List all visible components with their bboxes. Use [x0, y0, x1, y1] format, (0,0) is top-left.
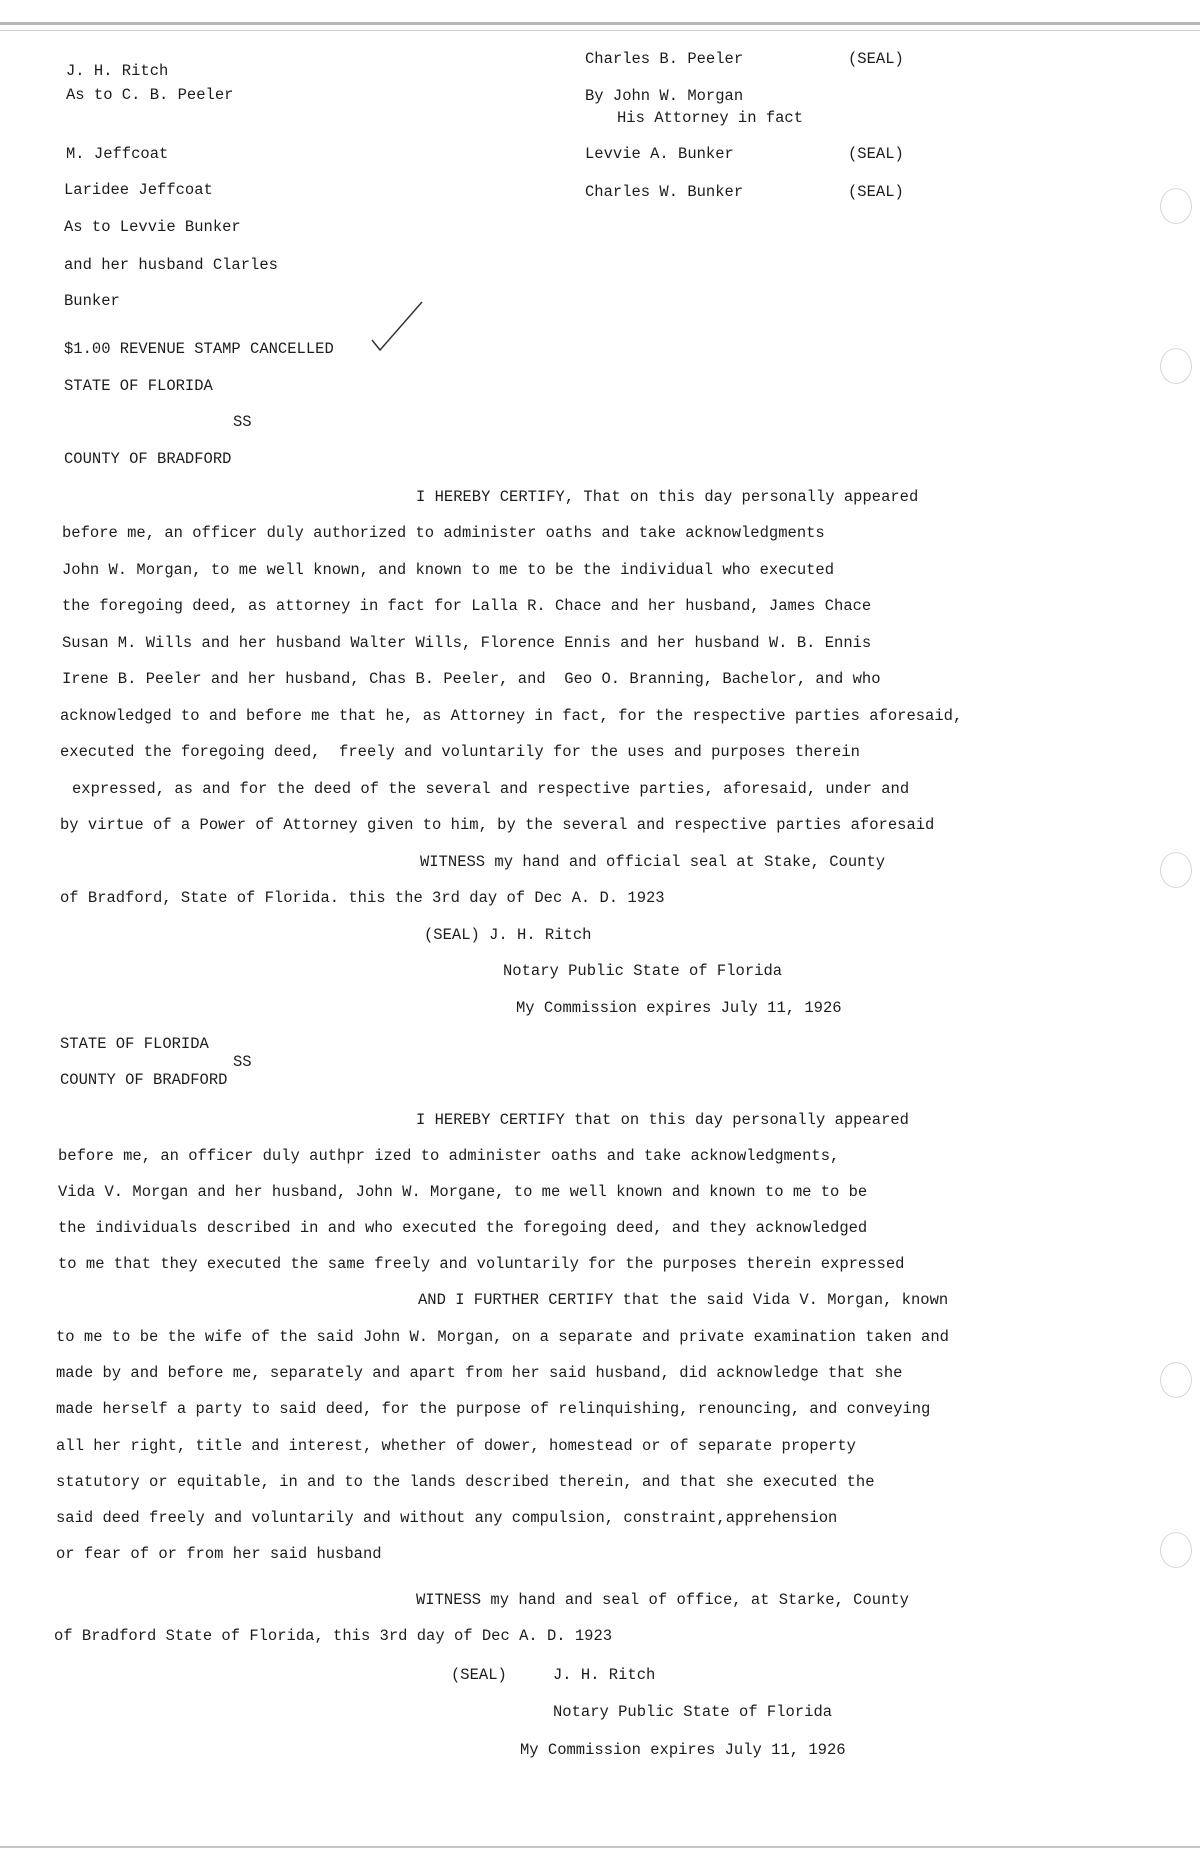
- ack-line: Irene B. Peeler and her husband, Chas B. Peeler, and Geo O. Branning, Bachelor, and who: [62, 670, 881, 688]
- ack-line: acknowledged to and before me that he, as Attorney in fact, for the respective parties aforesaid,: [60, 707, 963, 725]
- ack-line: before me, an officer duly authorized to administer oaths and take acknowledgments: [62, 524, 825, 542]
- ack-line: made herself a party to said deed, for the purpose of relinquishing, renouncing, and conveying: [56, 1400, 931, 1418]
- ack-line: of Bradford, State of Florida. this the 3rd day of Dec A. D. 1923: [60, 889, 665, 907]
- punch-hole: [1160, 188, 1192, 224]
- notary-commission: My Commission expires July 11, 1926: [520, 1741, 846, 1759]
- ack-line: the individuals described in and who executed the foregoing deed, and they acknowledged: [58, 1219, 868, 1237]
- ack-line: to me to be the wife of the said John W. Morgan, on a separate and private examination taken and: [56, 1328, 949, 1346]
- seal-label: (SEAL): [848, 145, 904, 163]
- seal-label: (SEAL): [848, 50, 904, 68]
- ack-line: all her right, title and interest, whether of dower, homestead or of separate property: [56, 1437, 856, 1455]
- venue-county: COUNTY OF BRADFORD: [60, 1071, 228, 1089]
- ack-line: Vida V. Morgan and her husband, John W. Morgane, to me well known and known to me to be: [58, 1183, 868, 1201]
- witness-qualifier: As to C. B. Peeler: [66, 86, 234, 104]
- witness-name: Laridee Jeffcoat: [64, 181, 213, 199]
- grantor-by-line: By John W. Morgan: [585, 87, 744, 105]
- ack-line: executed the foregoing deed, freely and voluntarily for the uses and purposes therein: [60, 743, 860, 761]
- ack-line: Susan M. Wills and her husband Walter Wills, Florence Ennis and her husband W. B. Ennis: [62, 634, 872, 652]
- ack-line: made by and before me, separately and apart from her said husband, did acknowledge that she: [56, 1364, 903, 1382]
- notary-signature: J. H. Ritch: [553, 1666, 656, 1684]
- ack-line: said deed freely and voluntarily and without any compulsion, constraint,apprehension: [56, 1509, 838, 1527]
- witness-qualifier: Bunker: [64, 292, 120, 310]
- venue-county: COUNTY OF BRADFORD: [64, 450, 232, 468]
- venue-state: STATE OF FLORIDA: [64, 377, 213, 395]
- grantor-name: Charles B. Peeler: [585, 50, 744, 68]
- punch-hole: [1160, 1362, 1192, 1398]
- notary-commission: My Commission expires July 11, 1926: [516, 999, 842, 1017]
- grantor-name: Levvie A. Bunker: [585, 145, 734, 163]
- ack-line: I HEREBY CERTIFY that on this day personally appeared: [416, 1111, 909, 1129]
- ack-line: expressed, as and for the deed of the several and respective parties, aforesaid, under and: [72, 780, 910, 798]
- ack-line: I HEREBY CERTIFY, That on this day personally appeared: [416, 488, 919, 506]
- notary-seal-signature: (SEAL) J. H. Ritch: [424, 926, 592, 944]
- ack-line: before me, an officer duly authpr ized to administer oaths and take acknowledgments,: [58, 1147, 840, 1165]
- ack-witness-line: WITNESS my hand and seal of office, at Starke, County: [416, 1591, 909, 1609]
- seal-label: (SEAL): [451, 1666, 507, 1684]
- witness-qualifier: and her husband Clarles: [64, 256, 278, 274]
- venue-ss: SS: [233, 413, 252, 431]
- grantor-name: Charles W. Bunker: [585, 183, 744, 201]
- punch-hole: [1160, 348, 1192, 384]
- revenue-stamp-note: $1.00 REVENUE STAMP CANCELLED: [64, 340, 334, 358]
- punch-hole: [1160, 1532, 1192, 1568]
- page-bottom-edge: [0, 1846, 1200, 1848]
- ack-line: or fear of or from her said husband: [56, 1545, 382, 1563]
- checkmark-icon: [368, 300, 424, 356]
- seal-label: (SEAL): [848, 183, 904, 201]
- page-top-edge-line: [0, 30, 1200, 31]
- witness-qualifier: As to Levvie Bunker: [64, 218, 241, 236]
- ack-further-certify: AND I FURTHER CERTIFY that the said Vida V. Morgan, known: [418, 1291, 949, 1309]
- notary-title: Notary Public State of Florida: [553, 1703, 833, 1721]
- ack-line: John W. Morgan, to me well known, and known to me to be the individual who executed: [62, 561, 835, 579]
- venue-ss: SS: [233, 1053, 252, 1071]
- ack-line: the foregoing deed, as attorney in fact for Lalla R. Chace and her husband, James Chace: [62, 597, 872, 615]
- punch-hole: [1160, 852, 1192, 888]
- grantor-attorney-line: His Attorney in fact: [617, 109, 804, 127]
- witness-name: M. Jeffcoat: [66, 145, 169, 163]
- ack-line: to me that they executed the same freely and voluntarily for the purposes therein expressed: [58, 1255, 905, 1273]
- notary-title: Notary Public State of Florida: [503, 962, 783, 980]
- ack-line: by virtue of a Power of Attorney given to him, by the several and respective parties aforesaid: [60, 816, 935, 834]
- ack-line: statutory or equitable, in and to the lands described therein, and that she executed the: [56, 1473, 875, 1491]
- page-top-edge: [0, 22, 1200, 25]
- ack-witness-line: WITNESS my hand and official seal at Stake, County: [420, 853, 886, 871]
- ack-line: of Bradford State of Florida, this 3rd day of Dec A. D. 1923: [54, 1627, 613, 1645]
- venue-state: STATE OF FLORIDA: [60, 1035, 209, 1053]
- witness-name: J. H. Ritch: [66, 62, 169, 80]
